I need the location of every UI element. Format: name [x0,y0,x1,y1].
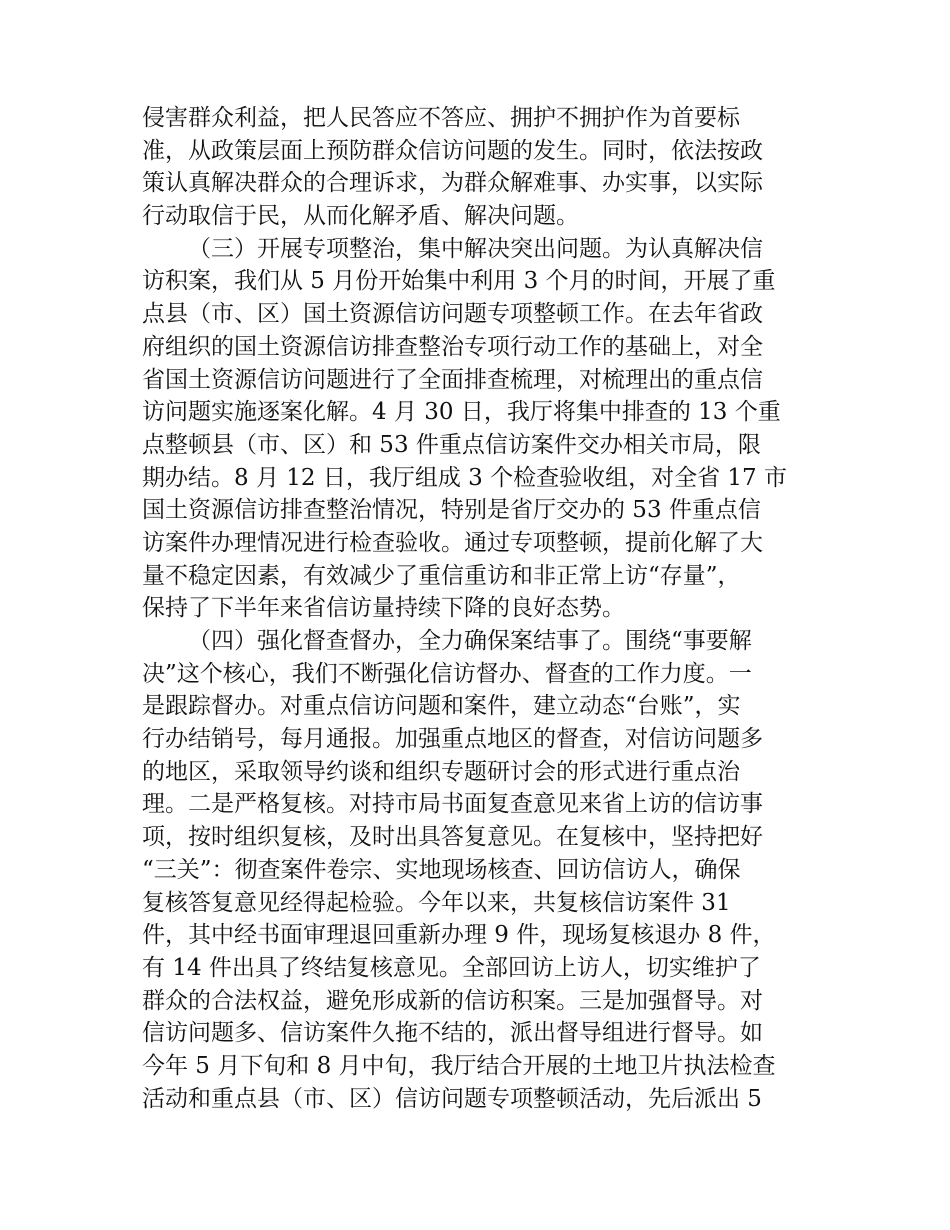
text-line: 行动取信于民，从而化解矛盾、解决问题。 [142,203,579,230]
text-line: 访案件办理情况进行检查验收。通过专项整顿，提前化解了大 [142,529,763,556]
text-line: 群众的合法权益，避免形成新的信访积案。三是加强督导。对 [142,987,763,1014]
document-body [142,102,812,1115]
text-line: 保持了下半年来省信访量持续下降的良好态势。 [142,595,625,622]
text-line: 策认真解决群众的合理诉求，为群众解难事、办实事，以实际 [142,170,763,197]
text-line: 活动和重点县（市、区）信访问题专项整顿活动，先后派出 5 [142,1085,762,1112]
text-line: 访积案，我们从 5 月份开始集中利用 3 个月的时间，开展了重 [142,268,776,295]
text-line: 的地区，采取领导约谈和组织专题研讨会的形式进行重点治 [142,758,740,785]
text-line: 今年 5 月下旬和 8 月中旬，我厅结合开展的土地卫片执法检查 [142,1052,776,1079]
text-line: 决”这个核心，我们不断强化信访督办、督查的工作力度。一 [142,660,752,687]
text-line: 项，按时组织复核，及时出具答复意见。在复核中，坚持把好 [142,824,763,851]
text-line: 点县（市、区）国土资源信访问题专项整顿工作。在去年省政 [142,301,763,328]
text-line: 量不稳定因素，有效减少了重信重访和非正常上访“存量”， [142,562,741,589]
text-line: 有 14 件出具了终结复核意见。全部回访上访人，切实维护了 [142,954,761,981]
paragraph-heading-line: （三）开展专项整治，集中解决突出问题。为认真解决信 [188,235,763,262]
paragraph-heading-line: （四）强化督查督办，全力确保案结事了。围绕“事要解 [188,628,752,654]
text-line: 复核答复意见经得起检验。今年以来，共复核信访案件 31 [142,889,731,916]
text-line: 行办结销号，每月通报。加强重点地区的督查，对信访问题多 [142,726,763,753]
text-line: 省国土资源信访问题进行了全面排查梳理，对梳理出的重点信 [142,366,763,393]
text-line: 访问题实施逐案化解。4 月 30 日，我厅将集中排查的 13 个重 [142,399,781,426]
text-line: 期办结。8 月 12 日，我厅组成 3 个检查验收组，对全省 17 市 [142,464,787,491]
text-line: 件，其中经书面审理退回重新办理 9 件，现场复核退办 8 件， [142,922,776,949]
text-line: 信访问题多、信访案件久拖不结的，派出督导组进行督导。如 [142,1020,763,1047]
text-line: 国土资源信访排查整治情况，特别是省厅交办的 53 件重点信 [142,497,761,524]
text-line: “三关”：彻查案件卷宗、实地现场核查、回访信访人，确保 [142,856,741,883]
text-line: 理。二是严格复核。对持市局书面复查意见来省上访的信访事 [142,791,763,818]
text-line: 侵害群众利益，把人民答应不答应、拥护不拥护作为首要标 [142,105,740,131]
text-line: 是跟踪督办。对重点信访问题和案件，建立动态“台账”，实 [142,693,741,720]
text-line: 准，从政策层面上预防群众信访问题的发生。同时，依法按政 [142,137,763,164]
text-line: 府组织的国土资源信访排查整治专项行动工作的基础上，对全 [142,333,763,360]
text-line: 点整顿县（市、区）和 53 件重点信访案件交办相关市局，限 [142,431,761,458]
